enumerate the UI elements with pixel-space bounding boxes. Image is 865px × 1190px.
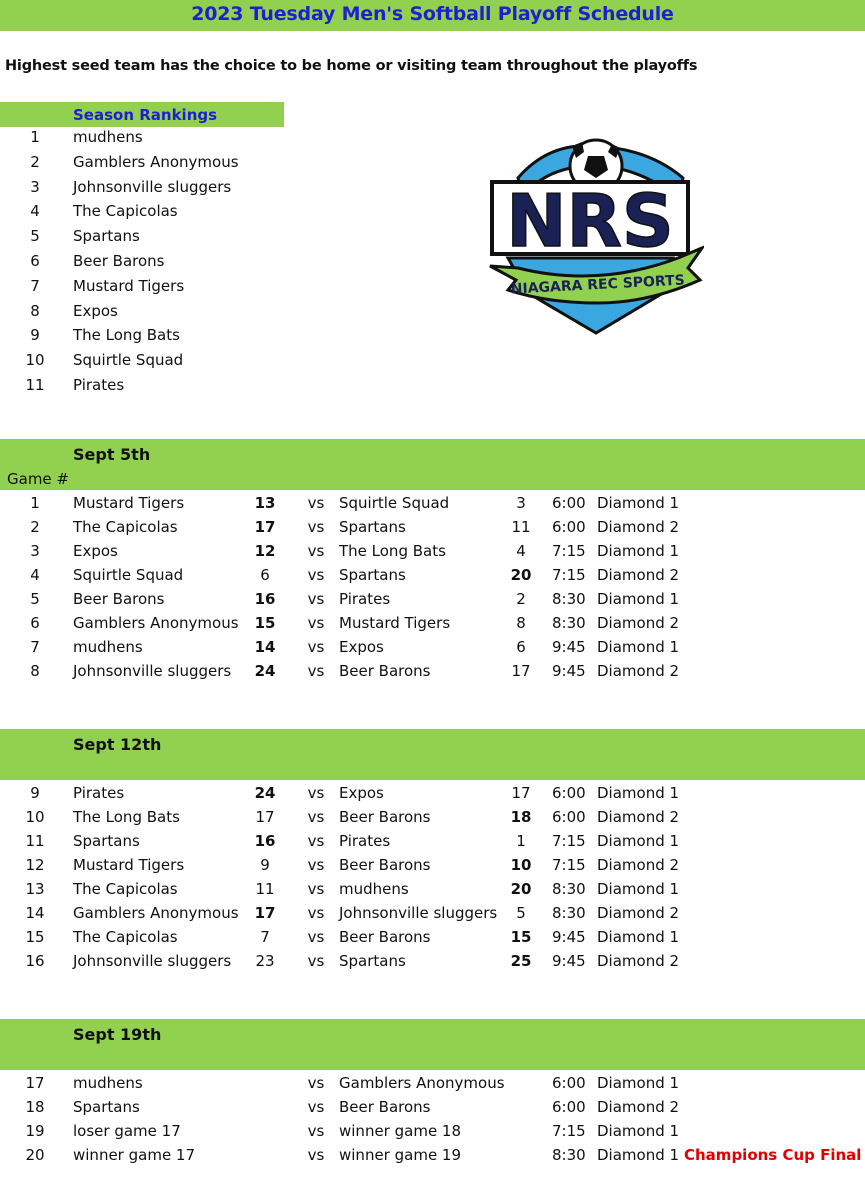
team1: Johnsonville sluggers (73, 662, 232, 680)
team1: loser game 17 (73, 1122, 181, 1140)
game-number: 17 (25, 1074, 45, 1092)
team2: Expos (339, 638, 384, 656)
team1: winner game 17 (73, 1146, 196, 1164)
vs-label: vs (307, 590, 325, 608)
ranking-row (0, 299, 865, 323)
vs-label: vs (307, 518, 325, 536)
rank-team: Expos (73, 301, 118, 320)
game-row (0, 515, 865, 539)
game-row (0, 587, 865, 611)
score2: 5 (516, 904, 526, 922)
game-number: 5 (30, 590, 40, 608)
vs-label: vs (307, 662, 325, 680)
team1: The Capicolas (73, 928, 178, 946)
ranking-row (0, 150, 865, 174)
vs-label: vs (307, 904, 325, 922)
team1: Mustard Tigers (73, 856, 185, 874)
diamond: Diamond 2 (597, 518, 680, 536)
score1: 23 (255, 952, 275, 970)
game-number: 2 (30, 518, 40, 536)
nrs-logo (488, 138, 704, 336)
game-row (0, 563, 865, 587)
score2: 17 (511, 784, 531, 802)
score1: 17 (254, 518, 276, 536)
game-row (0, 901, 865, 925)
vs-label: vs (307, 880, 325, 898)
score2: 11 (511, 518, 531, 536)
rank-number: 6 (30, 252, 40, 270)
team2: Beer Barons (339, 856, 431, 874)
team1: Gamblers Anonymous (73, 614, 239, 632)
playoff-note: Highest seed team has the choice to be home or visiting team throughout the playoffs (5, 58, 698, 74)
diamond: Diamond 1 (597, 1122, 680, 1140)
team1: Pirates (73, 784, 125, 802)
diamond: Diamond 1 (597, 1074, 680, 1092)
score2: 6 (516, 638, 526, 656)
score1: 24 (254, 662, 276, 680)
score1: 12 (254, 542, 276, 560)
game-time: 6:00 (552, 518, 586, 536)
ranking-row (0, 323, 865, 347)
game-time: 6:00 (552, 808, 586, 826)
team1: Squirtle Squad (73, 566, 184, 584)
game-time: 8:30 (552, 590, 586, 608)
team2: mudhens (339, 880, 409, 898)
page-title: 2023 Tuesday Men's Softball Playoff Schedule (191, 3, 674, 25)
game-number: 18 (25, 1098, 45, 1116)
game-row (0, 925, 865, 949)
rankings-header: Season Rankings (73, 106, 218, 124)
game-time: 7:15 (552, 832, 586, 850)
rank-team: Johnsonville sluggers (73, 177, 232, 196)
vs-label: vs (307, 952, 325, 970)
rank-number: 5 (30, 227, 40, 246)
game-row (0, 1071, 865, 1095)
diamond: Diamond 2 (597, 1098, 680, 1116)
game-row (0, 853, 865, 877)
game-row (0, 1143, 865, 1167)
rank-number: 1 (30, 128, 40, 146)
game-time: 7:15 (552, 542, 586, 560)
vs-label: vs (307, 832, 325, 850)
team1: Beer Barons (73, 590, 165, 608)
team2: Johnsonville sluggers (339, 904, 498, 922)
team2: The Long Bats (339, 542, 446, 560)
game-time: 8:30 (552, 1146, 586, 1164)
vs-label: vs (307, 1098, 325, 1116)
game-number: 13 (25, 880, 45, 898)
game-time: 9:45 (552, 928, 586, 946)
rank-number: 9 (30, 326, 40, 345)
vs-label: vs (307, 566, 325, 584)
game-row (0, 1119, 865, 1143)
rank-team: mudhens (73, 128, 143, 146)
game-time: 9:45 (552, 952, 586, 970)
score2: 2 (516, 590, 526, 608)
score2: 25 (510, 952, 532, 970)
game-time: 7:15 (552, 566, 586, 584)
day-label: Sept 19th (73, 1025, 162, 1044)
day-header-bar (0, 1019, 865, 1070)
rank-number: 8 (30, 301, 40, 320)
team1: The Long Bats (73, 808, 180, 826)
diamond: Diamond 2 (597, 904, 680, 922)
game-number: 9 (30, 784, 40, 802)
diamond: Diamond 1 (597, 542, 680, 560)
game-number: 19 (25, 1122, 45, 1140)
ranking-row (0, 373, 865, 397)
team1: Spartans (73, 1098, 140, 1116)
team2: Pirates (339, 832, 391, 850)
score1: 16 (254, 832, 276, 850)
game-row (0, 635, 865, 659)
team2: Spartans (339, 566, 406, 584)
diamond: Diamond 1 (597, 928, 680, 946)
diamond: Diamond 1 (597, 638, 680, 656)
game-time: 7:15 (552, 856, 586, 874)
rank-number: 3 (30, 177, 40, 196)
team2: winner game 18 (339, 1122, 462, 1140)
diamond: Diamond 2 (597, 662, 680, 680)
day-header-bar (0, 439, 865, 490)
score1: 15 (254, 614, 276, 632)
score2: 8 (516, 614, 526, 632)
diamond: Diamond 2 (597, 856, 680, 874)
team2: Gamblers Anonymous (339, 1074, 505, 1092)
rank-number: 4 (30, 202, 40, 221)
game-number-header: Game # (7, 470, 69, 488)
ranking-row (0, 249, 865, 273)
vs-label: vs (307, 614, 325, 632)
vs-label: vs (307, 1074, 325, 1092)
score1: 13 (254, 494, 276, 512)
score2: 20 (510, 880, 532, 898)
team1: The Capicolas (73, 518, 178, 536)
game-time: 6:00 (552, 1074, 586, 1092)
vs-label: vs (307, 542, 325, 560)
game-number: 8 (30, 662, 40, 680)
game-number: 1 (30, 494, 40, 512)
score2: 15 (510, 928, 532, 946)
score2: 18 (510, 808, 532, 826)
game-row (0, 877, 865, 901)
score1: 24 (254, 784, 276, 802)
score2: 3 (516, 494, 526, 512)
logo-ribbon-text: NIAGARA REC SPORTS (510, 272, 686, 298)
logo-text: NRS (506, 179, 674, 263)
diamond: Diamond 1 (597, 784, 680, 802)
rank-number: 10 (25, 351, 45, 370)
vs-label: vs (307, 784, 325, 802)
game-row (0, 659, 865, 683)
game-number: 16 (25, 952, 45, 970)
game-time: 6:00 (552, 1098, 586, 1116)
team2: Beer Barons (339, 808, 431, 826)
game-row (0, 491, 865, 515)
score1: 11 (255, 880, 275, 898)
game-number: 6 (30, 614, 40, 632)
game-number: 20 (25, 1146, 45, 1164)
vs-label: vs (307, 808, 325, 826)
game-row (0, 805, 865, 829)
team2: Beer Barons (339, 1098, 431, 1116)
rank-team: Spartans (73, 227, 140, 246)
game-number: 12 (25, 856, 45, 874)
ranking-row (0, 125, 865, 149)
score1: 7 (260, 928, 270, 946)
game-number: 14 (25, 904, 45, 922)
diamond: Diamond 2 (597, 614, 680, 632)
team2: Spartans (339, 952, 406, 970)
game-time: 9:45 (552, 662, 586, 680)
score2: 17 (511, 662, 531, 680)
rank-team: The Capicolas (73, 202, 178, 221)
diamond: Diamond 1 (597, 494, 680, 512)
ranking-row (0, 224, 865, 248)
rank-team: Beer Barons (73, 252, 165, 270)
vs-label: vs (307, 856, 325, 874)
team2: Mustard Tigers (339, 614, 451, 632)
final-note: Champions Cup Final (684, 1146, 862, 1164)
game-time: 8:30 (552, 880, 586, 898)
rank-team: Pirates (73, 376, 125, 394)
rank-number: 7 (30, 276, 40, 295)
rank-team: The Long Bats (73, 326, 180, 345)
vs-label: vs (307, 638, 325, 656)
game-number: 10 (25, 808, 45, 826)
team1: Expos (73, 542, 118, 560)
score1: 16 (254, 590, 276, 608)
rank-number: 11 (25, 376, 45, 394)
vs-label: vs (307, 494, 325, 512)
diamond: Diamond 2 (597, 952, 680, 970)
vs-label: vs (307, 1122, 325, 1140)
rank-team: Mustard Tigers (73, 276, 185, 295)
score1: 17 (255, 808, 275, 826)
ranking-row (0, 175, 865, 199)
team1: Spartans (73, 832, 140, 850)
team1: Johnsonville sluggers (73, 952, 232, 970)
score2: 10 (510, 856, 532, 874)
ranking-row (0, 348, 865, 372)
game-number: 4 (30, 566, 40, 584)
team2: Spartans (339, 518, 406, 536)
game-time: 8:30 (552, 614, 586, 632)
game-time: 9:45 (552, 638, 586, 656)
game-time: 6:00 (552, 494, 586, 512)
diamond: Diamond 1 (597, 590, 680, 608)
score1: 6 (260, 566, 270, 584)
score2: 4 (516, 542, 526, 560)
ranking-row (0, 199, 865, 223)
game-time: 7:15 (552, 1122, 586, 1140)
team2: winner game 19 (339, 1146, 462, 1164)
game-row (0, 829, 865, 853)
diamond: Diamond 2 (597, 566, 680, 584)
rank-team: Squirtle Squad (73, 351, 184, 370)
diamond: Diamond 1 (597, 880, 680, 898)
score1: 14 (254, 638, 276, 656)
ranking-row (0, 274, 865, 298)
team2: Pirates (339, 590, 391, 608)
score2: 20 (510, 566, 532, 584)
game-row (0, 539, 865, 563)
game-row (0, 611, 865, 635)
rank-team: Gamblers Anonymous (73, 152, 239, 171)
game-number: 11 (25, 832, 45, 850)
score2: 1 (516, 832, 526, 850)
game-row (0, 1095, 865, 1119)
team1: mudhens (73, 638, 143, 656)
game-number: 7 (30, 638, 40, 656)
team2: Beer Barons (339, 928, 431, 946)
game-time: 8:30 (552, 904, 586, 922)
team1: Gamblers Anonymous (73, 904, 239, 922)
rank-number: 2 (30, 152, 40, 171)
team2: Expos (339, 784, 384, 802)
diamond: Diamond 1 (597, 832, 680, 850)
game-number: 15 (25, 928, 45, 946)
game-time: 6:00 (552, 784, 586, 802)
team2: Squirtle Squad (339, 494, 450, 512)
vs-label: vs (307, 928, 325, 946)
day-label: Sept 5th (73, 445, 151, 464)
score1: 17 (254, 904, 276, 922)
day-label: Sept 12th (73, 735, 162, 754)
vs-label: vs (307, 1146, 325, 1164)
diamond: Diamond 2 (597, 808, 680, 826)
team1: mudhens (73, 1074, 143, 1092)
score1: 9 (260, 856, 270, 874)
game-row (0, 949, 865, 973)
team1: Mustard Tigers (73, 494, 185, 512)
day-header-bar (0, 729, 865, 780)
diamond: Diamond 1 (597, 1146, 680, 1164)
team2: Beer Barons (339, 662, 431, 680)
game-row (0, 781, 865, 805)
game-number: 3 (30, 542, 40, 560)
team1: The Capicolas (73, 880, 178, 898)
